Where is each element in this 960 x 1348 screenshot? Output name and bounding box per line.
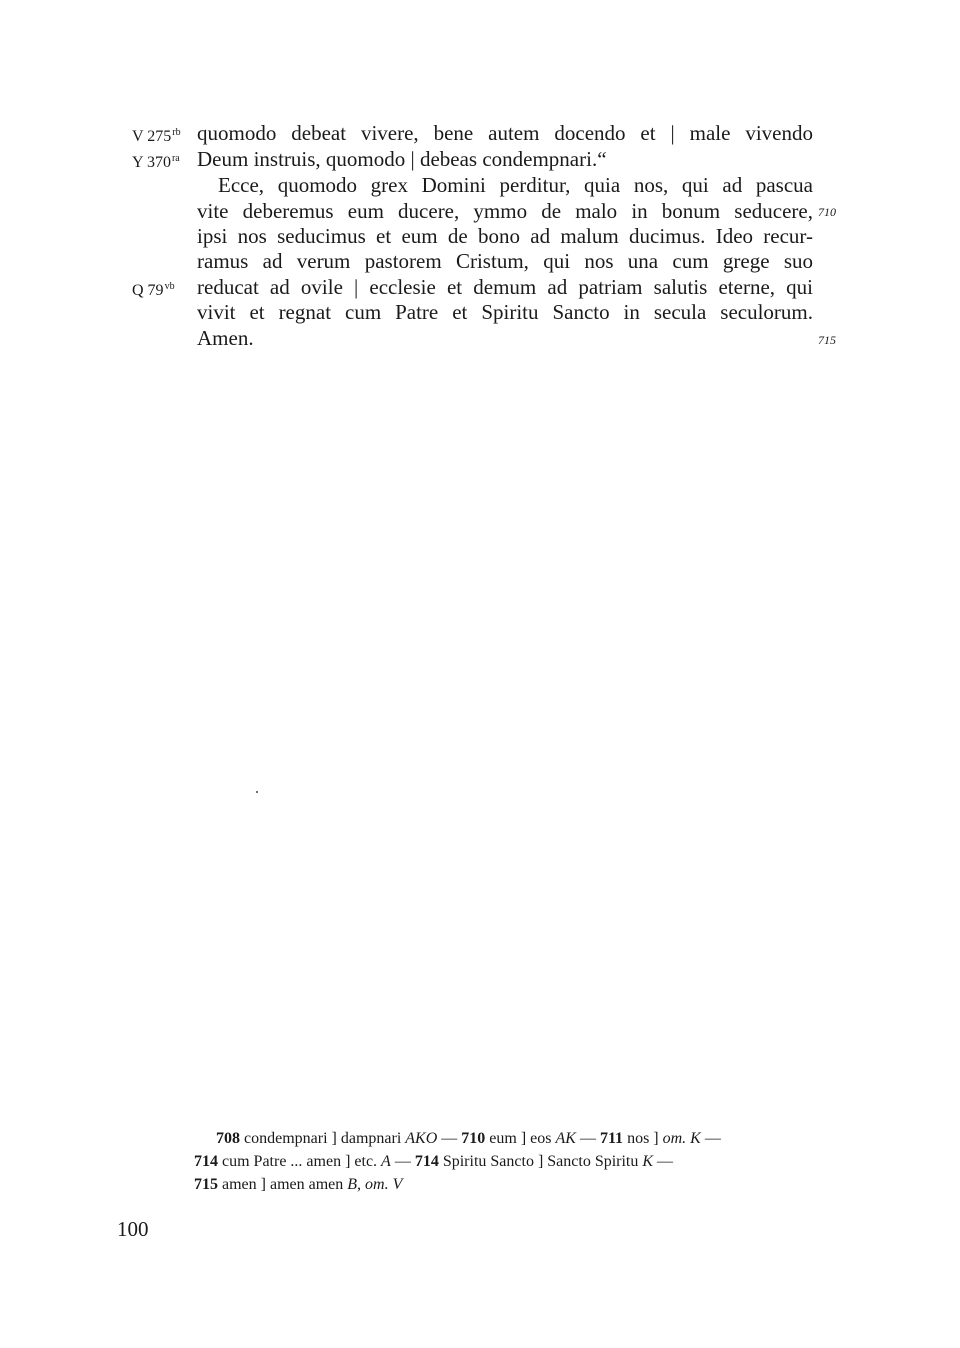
apparatus-row-1 (216, 1127, 808, 1151)
apparatus-lemma-number: 715 (194, 1176, 218, 1193)
apparatus-lemma-number: 711 (599, 1130, 624, 1147)
line-number-710: 710 (818, 205, 836, 219)
apparatus-siglum: B, om. V (347, 1176, 403, 1193)
apparatus-siglum: K (642, 1153, 654, 1170)
apparatus-siglum: AKO (405, 1130, 438, 1147)
text-line-5: ipsi nos seducimus et eum de bono ad malum ducimus. Ideo recur- (197, 224, 813, 248)
apparatus-text: condempnari ] dampnari (240, 1130, 406, 1147)
apparatus-siglum: AK (555, 1130, 576, 1147)
text-line-2: Deum instruis, quomodo | debeas condempnari.“ (197, 147, 607, 171)
apparatus-lemma-number: 710 (461, 1130, 486, 1147)
apparatus-text: — (653, 1153, 674, 1170)
apparatus-lemma-number: 708 (216, 1130, 240, 1147)
text-line-6: ramus ad verum pastorem Cristum, qui nos una cum grege suo (197, 249, 813, 273)
apparatus-lemma-number: 714 (414, 1153, 439, 1170)
apparatus-text: Spiritu Sancto ] Sancto Spiritu (438, 1153, 643, 1170)
text-line-3: Ecce, quomodo grex Domini perditur, quia nos, qui ad pascua (218, 173, 813, 197)
text-line-9: Amen. (197, 326, 254, 350)
apparatus-text: — (390, 1153, 415, 1170)
line-number-715: 715 (818, 333, 836, 347)
apparatus-row-2 (194, 1150, 806, 1174)
margin-ref-y: Y $370^{ra}$ (132, 153, 180, 171)
margin-ref-v: V $275^{rb}$ (132, 127, 181, 145)
text-line-1: quomodo debeat vivere, bene autem docendo et | male vivendo (197, 121, 813, 145)
apparatus-text: — (700, 1130, 721, 1147)
apparatus-text: nos ] (623, 1130, 663, 1147)
apparatus-text: — (575, 1130, 600, 1147)
apparatus-text: eum ] eos (485, 1130, 556, 1147)
apparatus-siglum: A (381, 1153, 391, 1170)
apparatus-siglum: om. K (662, 1130, 701, 1147)
page-number: 100 (117, 1217, 149, 1241)
apparatus-text: cum Patre ... amen ] etc. (218, 1153, 382, 1170)
text-line-8: vivit et regnat cum Patre et Spiritu Sancto in secula seculorum. (197, 300, 813, 324)
apparatus-text: — (437, 1130, 462, 1147)
page-speck (256, 791, 258, 793)
apparatus-row-3 (194, 1173, 806, 1197)
text-line-4: vite deberemus eum ducere, ymmo de malo in bonum seducere, (197, 199, 813, 223)
text-line-7: reducat ad ovile | ecclesie et demum ad patriam salutis eterne, qui (197, 275, 813, 299)
apparatus-text: amen ] amen amen (218, 1176, 348, 1193)
margin-ref-q: Q $79^{vb}$ (132, 281, 175, 299)
apparatus-lemma-number: 714 (194, 1153, 218, 1170)
